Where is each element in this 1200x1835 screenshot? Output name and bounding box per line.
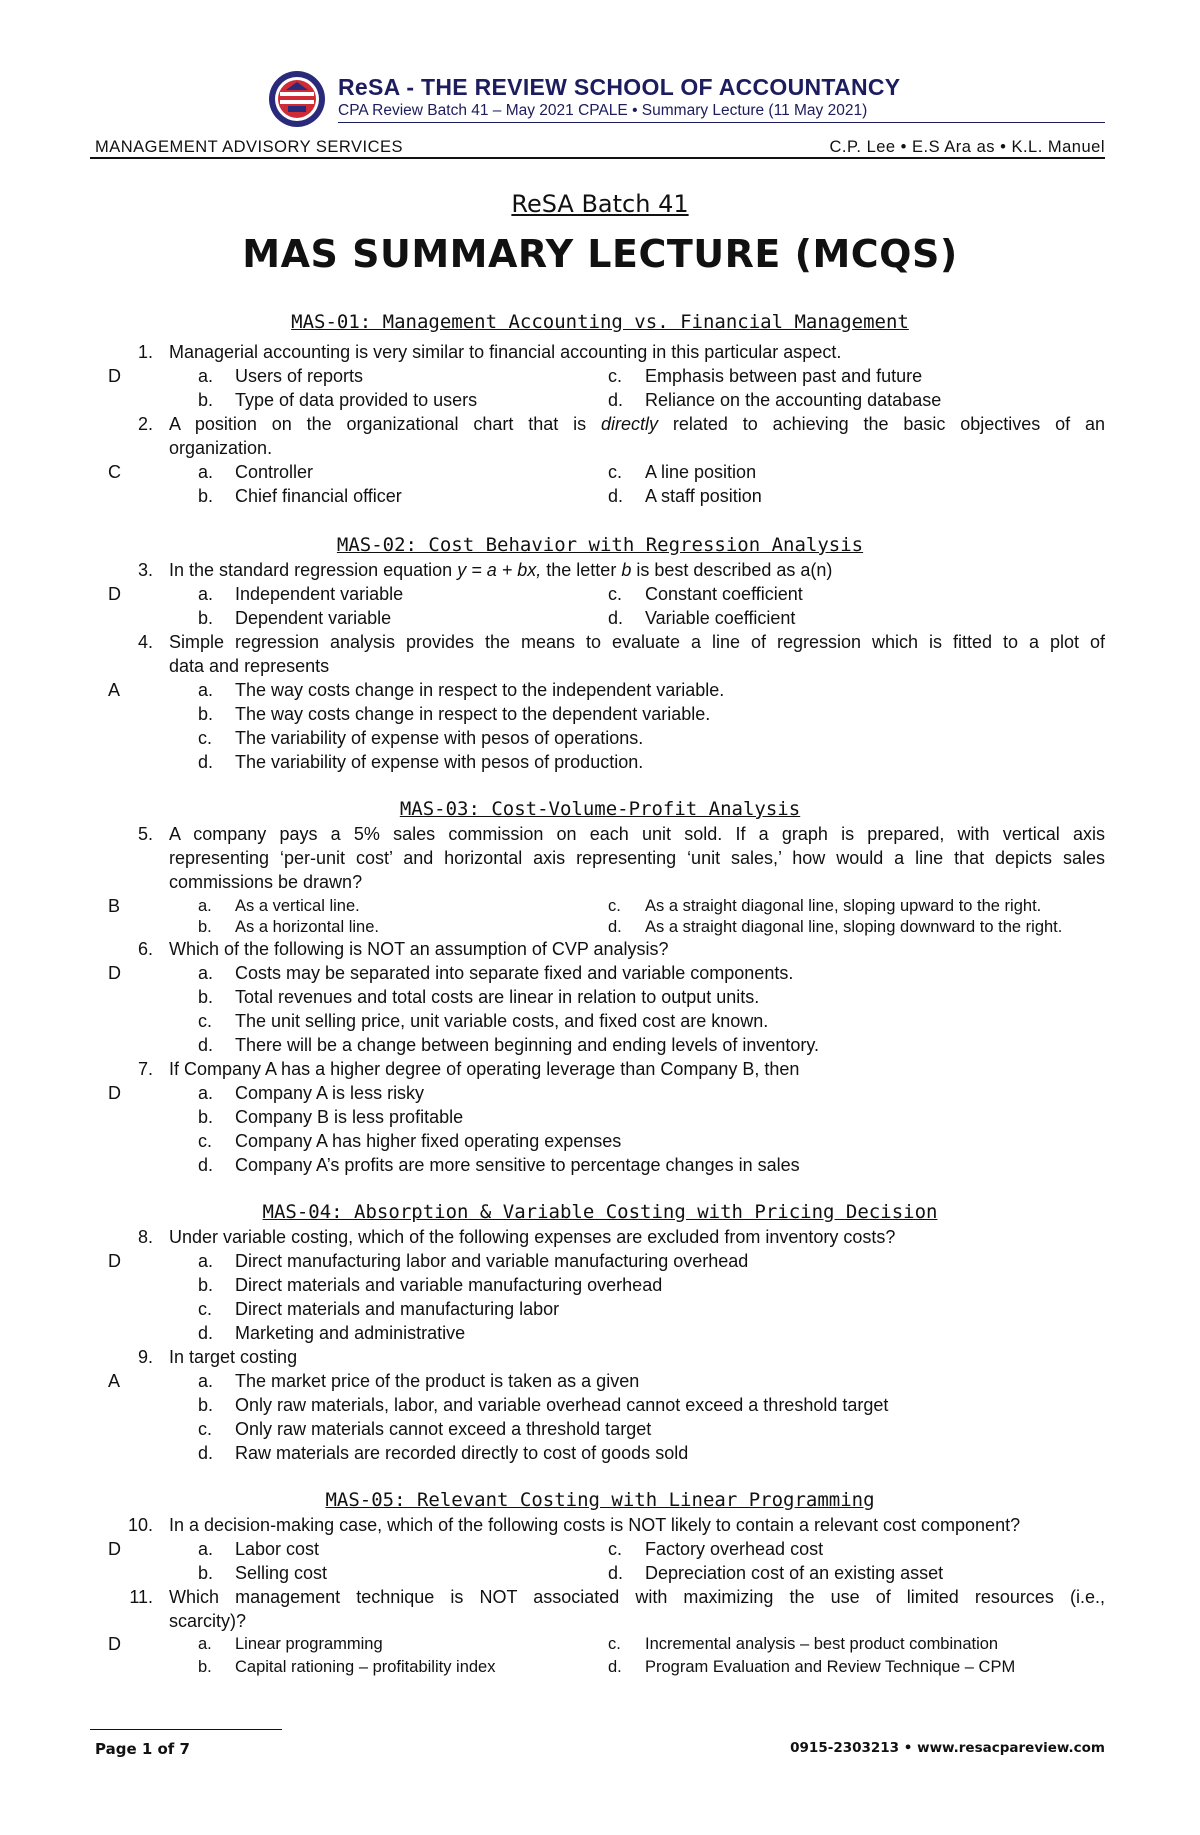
option-letter: c.: [608, 897, 621, 915]
option-text: Labor cost: [235, 1539, 320, 1559]
option-letter: a.: [198, 963, 214, 983]
option-text: Factory overhead cost: [645, 1539, 824, 1559]
stem-emphasis: y = a + bx,: [457, 560, 542, 580]
brand-title: ReSA - THE REVIEW SCHOOL OF ACCOUNTANCY: [338, 74, 901, 100]
answer-key: A: [108, 680, 121, 700]
question-number: 10.: [127, 1515, 153, 1535]
question-number: 1.: [137, 342, 153, 362]
question-number: 6.: [137, 939, 153, 959]
option-text: There will be a change between beginning and ending levels of inventory.: [235, 1035, 820, 1055]
answer-key: D: [108, 1251, 121, 1271]
option-text: A staff position: [645, 486, 762, 506]
option-text: The variability of expense with pesos of operations.: [235, 728, 644, 748]
option-letter: c.: [608, 462, 623, 482]
question-number: 2.: [137, 414, 153, 434]
answer-key: D: [108, 1083, 121, 1103]
page-number: Page 1 of 7: [95, 1740, 190, 1758]
stem-text: related to achieving the basic objectives of an: [658, 414, 1105, 434]
option-text: Capital rationing – profitability index: [235, 1658, 496, 1676]
question-stem-cont: representing ‘per-unit cost’ and horizontal axis representing ‘unit sales,’ how would a line that depicts sales: [169, 848, 1105, 868]
option-letter: c.: [198, 1131, 213, 1151]
option-text: Company A’s profits are more sensitive to percentage changes in sales: [235, 1155, 800, 1175]
question-stem: [169, 413, 1105, 436]
option-letter: c.: [198, 1299, 213, 1319]
document-title: MAS SUMMARY LECTURE (MCQS): [242, 232, 958, 276]
option-letter: b.: [198, 918, 212, 936]
option-letter: d.: [608, 390, 624, 410]
question-stem: Which management technique is NOT associated with maximizing the use of limited resources (i.e.,: [169, 1587, 1105, 1607]
option-text: Reliance on the accounting database: [645, 390, 942, 410]
option-letter: c.: [608, 1635, 621, 1653]
stem-emphasis: b: [621, 560, 632, 580]
question-number: 9.: [137, 1347, 153, 1367]
authors: C.P. Lee • E.S Ara as • K.L. Manuel: [829, 138, 1105, 156]
question-stem-cont: scarcity)?: [169, 1611, 247, 1631]
option-letter: d.: [608, 918, 622, 936]
option-text: Only raw materials cannot exceed a threshold target: [235, 1419, 652, 1439]
footer-divider: [90, 1729, 282, 1730]
option-text: Company A has higher fixed operating expenses: [235, 1131, 622, 1151]
option-text: As a horizontal line.: [235, 918, 379, 936]
option-text: Direct materials and variable manufacturing overhead: [235, 1275, 663, 1295]
question-stem: If Company A has a higher degree of operating leverage than Company B, then: [169, 1059, 800, 1079]
option-text: Program Evaluation and Review Technique – CPM: [645, 1658, 1016, 1676]
answer-key: C: [108, 462, 121, 482]
stem-emphasis: directly: [600, 414, 658, 434]
option-letter: b.: [198, 486, 214, 506]
option-letter: a.: [198, 680, 214, 700]
question-number: 7.: [137, 1059, 153, 1079]
option-text: The variability of expense with pesos of production.: [235, 752, 644, 772]
option-letter: c.: [198, 1419, 213, 1439]
option-letter: a.: [198, 462, 214, 482]
question-stem: A company pays a 5% sales commission on each unit sold. If a graph is prepared, with vertical axis: [169, 824, 1105, 844]
option-letter: b.: [198, 1107, 214, 1127]
option-letter: b.: [198, 390, 214, 410]
section-heading: MAS-04: Absorption & Variable Costing with Pricing Decision: [262, 1201, 938, 1223]
question-number: 4.: [137, 632, 153, 652]
option-letter: b.: [198, 1658, 212, 1676]
answer-key: D: [108, 1539, 121, 1559]
brand-block: [338, 74, 900, 121]
option-text: Company B is less profitable: [235, 1107, 464, 1127]
option-letter: c.: [608, 366, 623, 386]
brand-subtitle: CPA Review Batch 41 – May 2021 CPALE • Summary Lecture (11 May 2021): [338, 102, 868, 119]
answer-key: D: [108, 584, 121, 604]
stem-text: the letter: [541, 560, 622, 580]
answer-key: D: [108, 366, 121, 386]
question-stem: Managerial accounting is very similar to financial accounting in this particular aspect.: [169, 342, 842, 362]
section-heading: MAS-05: Relevant Costing with Linear Programming: [325, 1489, 875, 1511]
option-text: Variable coefficient: [645, 608, 796, 628]
option-text: Emphasis between past and future: [645, 366, 923, 386]
option-text: Users of reports: [235, 366, 364, 386]
question-stem: Simple regression analysis provides the means to evaluate a line of regression which is fitted to a plot of: [169, 632, 1105, 652]
option-letter: b.: [198, 608, 214, 628]
option-text: Depreciation cost of an existing asset: [645, 1563, 944, 1583]
option-text: Company A is less risky: [235, 1083, 425, 1103]
stem-text: A position on the organizational chart that is: [169, 414, 601, 434]
option-text: As a straight diagonal line, sloping downward to the right.: [645, 918, 1063, 936]
option-letter: a.: [198, 366, 214, 386]
option-letter: d.: [608, 486, 624, 506]
option-text: Direct materials and manufacturing labor: [235, 1299, 560, 1319]
option-text: Independent variable: [235, 584, 404, 604]
question-stem-cont: commissions be drawn?: [169, 872, 363, 892]
option-letter: a.: [198, 1635, 212, 1653]
option-letter: d.: [198, 1443, 214, 1463]
option-letter: d.: [608, 608, 624, 628]
option-letter: a.: [198, 1251, 214, 1271]
option-letter: d.: [198, 1035, 214, 1055]
option-text: Selling cost: [235, 1563, 328, 1583]
question-stem-cont: organization.: [169, 438, 273, 458]
answer-key: A: [108, 1371, 121, 1391]
option-text: Incremental analysis – best product combination: [645, 1635, 999, 1653]
option-letter: a.: [198, 584, 214, 604]
header-divider: [90, 157, 1105, 159]
option-text: Costs may be separated into separate fixed and variable components.: [235, 963, 794, 983]
answer-key: D: [108, 963, 121, 983]
option-letter: c.: [608, 1539, 623, 1559]
question-stem: Which of the following is NOT an assumption of CVP analysis?: [169, 939, 669, 959]
option-text: Chief financial officer: [235, 486, 402, 506]
question-stem: Under variable costing, which of the following expenses are excluded from inventory costs?: [169, 1227, 896, 1247]
option-text: The way costs change in respect to the independent variable.: [235, 680, 725, 700]
option-text: Raw materials are recorded directly to cost of goods sold: [235, 1443, 689, 1463]
option-text: Constant coefficient: [645, 584, 803, 604]
option-letter: d.: [198, 1323, 214, 1343]
stem-text: is best described as a(n): [631, 560, 833, 580]
brand-divider: [338, 122, 1105, 123]
option-letter: a.: [198, 1539, 214, 1559]
option-text: The way costs change in respect to the dependent variable.: [235, 704, 711, 724]
option-letter: d.: [198, 752, 214, 772]
resa-seal-icon: [268, 70, 326, 128]
question-stem: In target costing: [169, 1347, 298, 1367]
option-text: Linear programming: [235, 1635, 383, 1653]
option-letter: b.: [198, 987, 214, 1007]
stem-text: In the standard regression equation: [169, 560, 458, 580]
contact-info: 0915-2303213 • www.resacpareview.com: [790, 1740, 1105, 1756]
option-text: The unit selling price, unit variable costs, and fixed cost are known.: [235, 1011, 769, 1031]
option-text: Marketing and administrative: [235, 1323, 466, 1343]
question-number: 5.: [137, 824, 153, 844]
question-number: 8.: [137, 1227, 153, 1247]
answer-key: D: [108, 1634, 121, 1654]
section-heading: MAS-01: Management Accounting vs. Financial Management: [291, 311, 909, 333]
course-name: MANAGEMENT ADVISORY SERVICES: [95, 138, 404, 156]
option-letter: b.: [198, 704, 214, 724]
question-stem: In a decision-making case, which of the following costs is NOT likely to contain a relevant cost component?: [169, 1515, 1021, 1535]
option-text: Type of data provided to users: [235, 390, 478, 410]
option-text: The market price of the product is taken as a given: [235, 1371, 640, 1391]
option-letter: a.: [198, 897, 212, 915]
section-heading: MAS-02: Cost Behavior with Regression Analysis: [336, 534, 864, 556]
option-letter: a.: [198, 1083, 214, 1103]
option-letter: c.: [198, 728, 213, 748]
document-subtitle: ReSA Batch 41: [511, 190, 689, 218]
option-text: Total revenues and total costs are linear in relation to output units.: [235, 987, 760, 1007]
option-text: Dependent variable: [235, 608, 392, 628]
option-letter: d.: [198, 1155, 214, 1175]
option-text: Only raw materials, labor, and variable overhead cannot exceed a threshold target: [235, 1395, 889, 1415]
option-text: A line position: [645, 462, 757, 482]
option-letter: a.: [198, 1371, 214, 1391]
option-letter: c.: [198, 1011, 213, 1031]
option-letter: b.: [198, 1395, 214, 1415]
answer-key: B: [108, 896, 121, 916]
question-number: 3.: [137, 560, 153, 580]
option-letter: c.: [608, 584, 623, 604]
option-letter: d.: [608, 1563, 624, 1583]
option-letter: b.: [198, 1275, 214, 1295]
option-text: Direct manufacturing labor and variable manufacturing overhead: [235, 1251, 749, 1271]
option-letter: d.: [608, 1658, 622, 1676]
option-text: Controller: [235, 462, 314, 482]
section-heading: MAS-03: Cost-Volume-Profit Analysis: [399, 798, 801, 820]
option-text: As a vertical line.: [235, 897, 360, 915]
question-stem: [169, 559, 832, 582]
question-number: 11.: [129, 1587, 153, 1607]
question-stem-cont: data and represents: [169, 656, 330, 676]
option-text: As a straight diagonal line, sloping upward to the right.: [645, 897, 1042, 915]
option-letter: b.: [198, 1563, 214, 1583]
